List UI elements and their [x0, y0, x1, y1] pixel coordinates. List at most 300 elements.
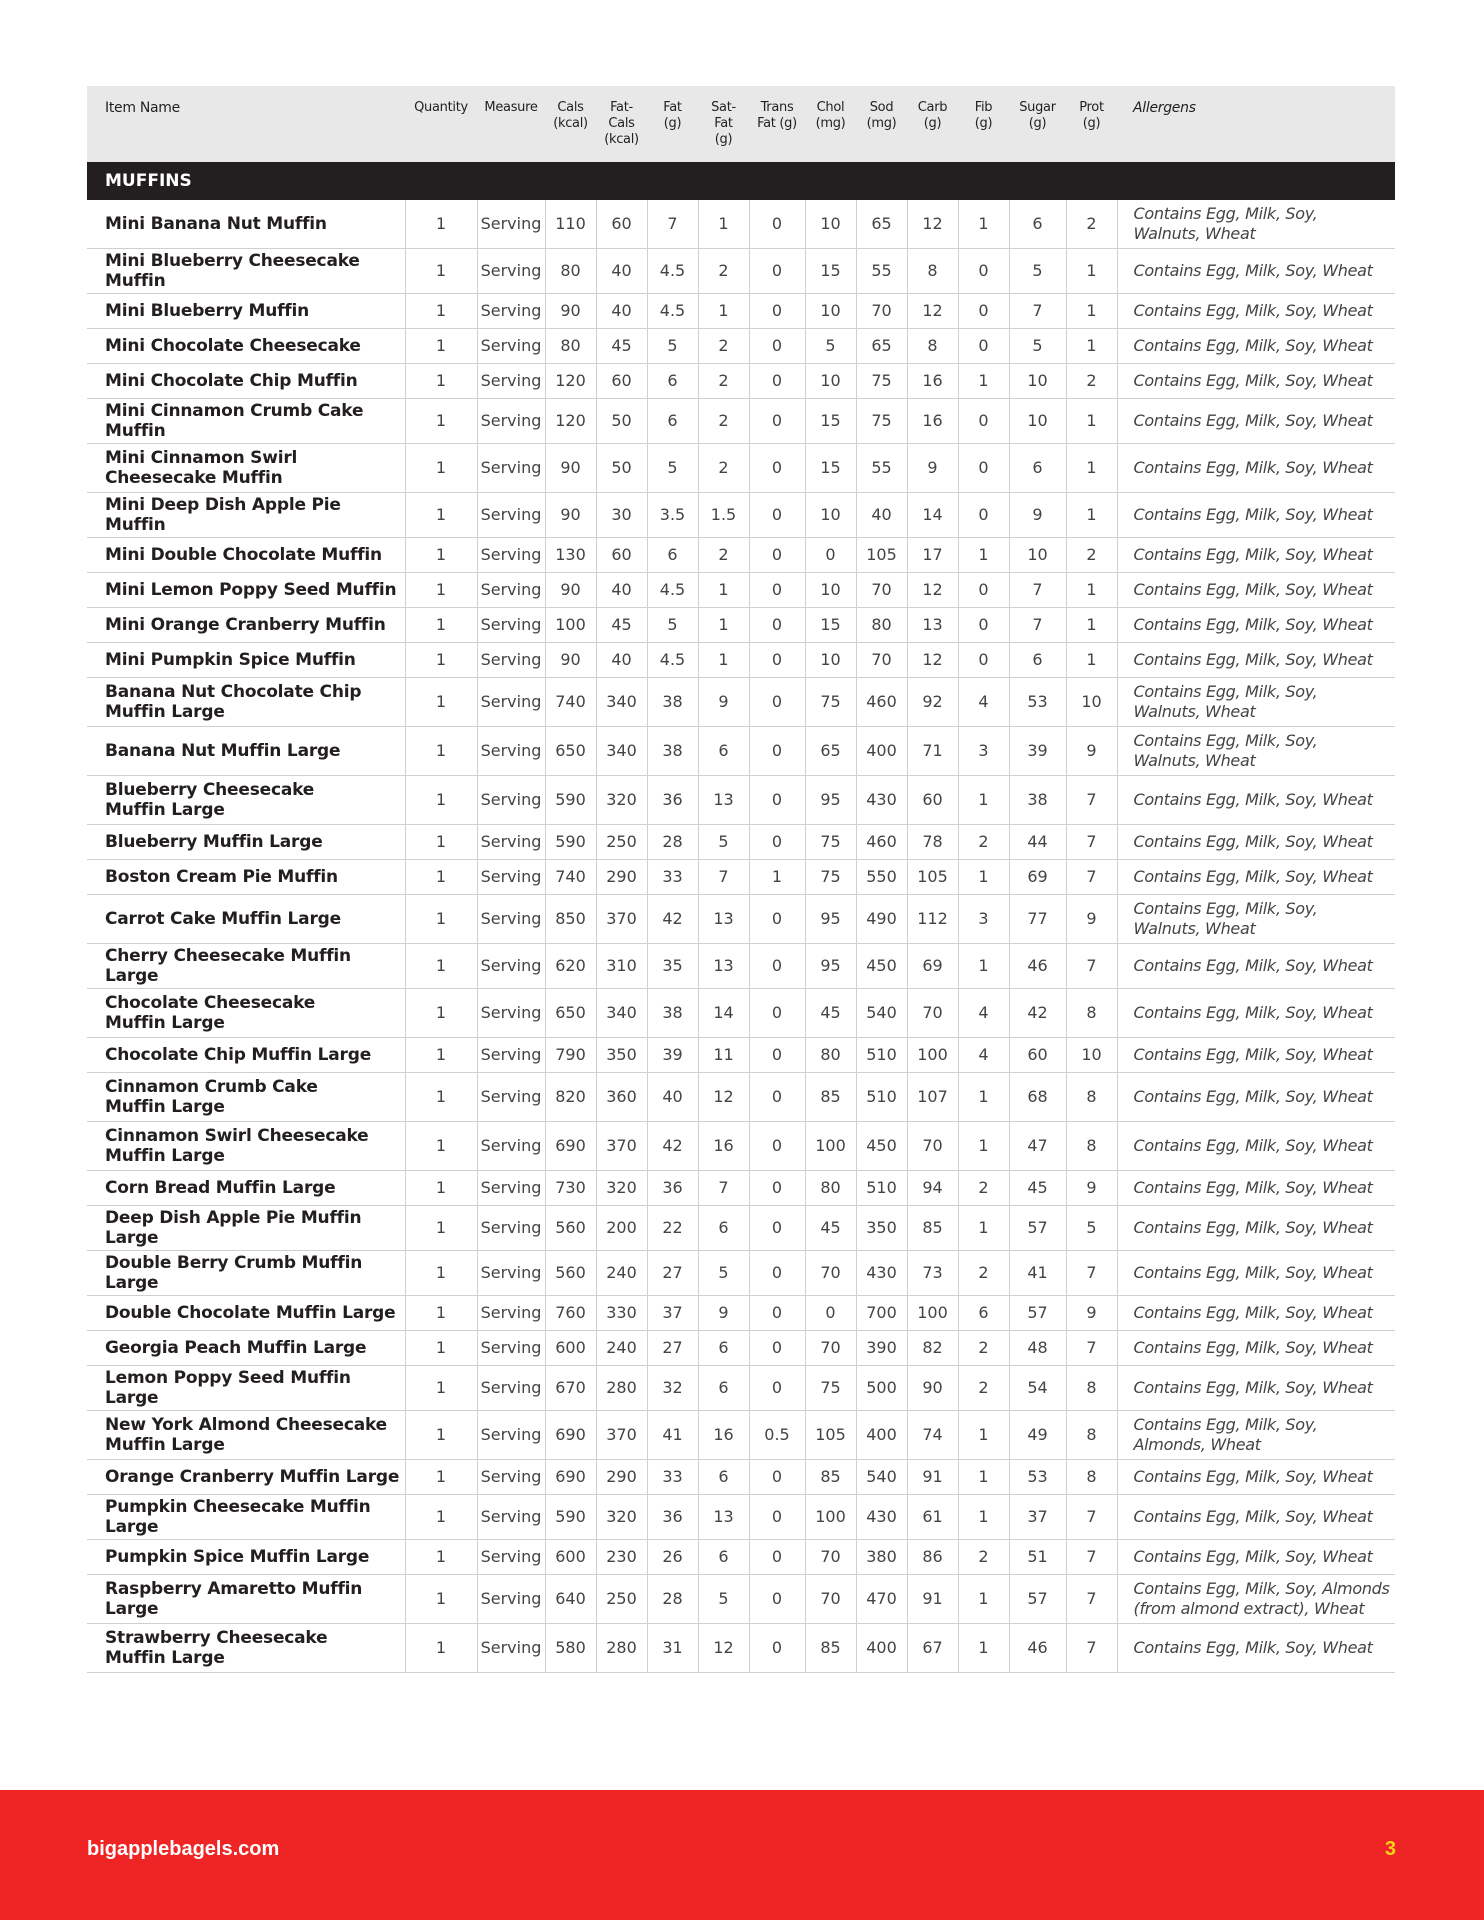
cell-carb: 8 [907, 249, 958, 294]
cell-prot: 7 [1066, 860, 1117, 895]
allergens-cell [1117, 776, 1395, 825]
cell-carb: 86 [907, 1540, 958, 1575]
item-name-line: New York Almond Cheesecake [105, 1415, 387, 1435]
cell-carb: 67 [907, 1624, 958, 1673]
cell-sat-fat: 2 [698, 538, 749, 573]
cell-fib: 1 [958, 1122, 1009, 1171]
cell-sugar: 51 [1009, 1540, 1066, 1575]
item-name-cell [87, 294, 405, 329]
cell-chol: 105 [805, 1411, 856, 1460]
header-label-line: Trans [760, 100, 794, 115]
cell-sat-fat: 13 [698, 895, 749, 944]
allergens-cell [1117, 1038, 1395, 1073]
cell-measure: Serving [477, 329, 545, 364]
cell-sat-fat: 6 [698, 1331, 749, 1366]
allergens-line: Contains Egg, Milk, Soy, Wheat [1133, 1378, 1373, 1397]
cell-sod: 470 [856, 1575, 907, 1624]
cell-trans-fat: 0 [749, 989, 805, 1038]
table-row [87, 1296, 1395, 1331]
item-name-line: Mini Cinnamon Swirl [105, 448, 298, 468]
cell-fib: 1 [958, 1460, 1009, 1495]
cell-measure: Serving [477, 1624, 545, 1673]
allergens-cell [1117, 727, 1395, 776]
cell-trans-fat: 0 [749, 1540, 805, 1575]
cell-fat-cals: 30 [596, 493, 647, 538]
cell-fat: 7 [647, 200, 698, 249]
cell-sod: 65 [856, 200, 907, 249]
cell-sod: 380 [856, 1540, 907, 1575]
cell-prot: 1 [1066, 573, 1117, 608]
allergens-line: Walnuts, Wheat [1133, 224, 1256, 243]
cell-cals: 580 [545, 1624, 596, 1673]
nutrition-table [87, 86, 1395, 1673]
cell-qty: 1 [405, 1366, 477, 1411]
allergens-line: Walnuts, Wheat [1133, 919, 1256, 938]
cell-prot: 10 [1066, 1038, 1117, 1073]
cell-sat-fat: 6 [698, 1460, 749, 1495]
item-name-line: Blueberry Muffin Large [105, 832, 323, 852]
cell-cals: 90 [545, 573, 596, 608]
allergens-cell [1117, 364, 1395, 399]
cell-sod: 450 [856, 944, 907, 989]
cell-qty: 1 [405, 895, 477, 944]
cell-chol: 75 [805, 860, 856, 895]
cell-fat: 33 [647, 1460, 698, 1495]
cell-qty: 1 [405, 249, 477, 294]
header-label-line: (mg) [866, 116, 897, 131]
cell-fat-cals: 60 [596, 364, 647, 399]
header-label-line: Fat (g) [757, 116, 797, 131]
item-name-line: Mini Cinnamon Crumb Cake Muffin [105, 401, 364, 441]
cell-cals: 130 [545, 538, 596, 573]
cell-sat-fat: 16 [698, 1411, 749, 1460]
cell-sod: 500 [856, 1366, 907, 1411]
allergens-cell [1117, 643, 1395, 678]
header-sod [856, 86, 907, 162]
cell-cals: 590 [545, 825, 596, 860]
cell-fat: 27 [647, 1251, 698, 1296]
allergens-cell [1117, 1171, 1395, 1206]
cell-fat: 3.5 [647, 493, 698, 538]
allergens-cell [1117, 1624, 1395, 1673]
cell-trans-fat: 0 [749, 776, 805, 825]
cell-fib: 1 [958, 364, 1009, 399]
header-label-line: (g) [1082, 116, 1101, 131]
cell-trans-fat: 0 [749, 1460, 805, 1495]
cell-measure: Serving [477, 294, 545, 329]
item-name-cell [87, 329, 405, 364]
header-label-line: Sugar [1019, 100, 1056, 115]
cell-trans-fat: 0 [749, 678, 805, 727]
cell-sat-fat: 14 [698, 989, 749, 1038]
header-label-line: (g) [974, 116, 993, 131]
item-name-line: Deep Dish Apple Pie Muffin Large [105, 1208, 362, 1248]
cell-chol: 15 [805, 399, 856, 444]
cell-fat: 6 [647, 364, 698, 399]
cell-sod: 540 [856, 989, 907, 1038]
cell-measure: Serving [477, 1038, 545, 1073]
header-carb [907, 86, 958, 162]
allergens-cell [1117, 1206, 1395, 1251]
cell-prot: 7 [1066, 1495, 1117, 1540]
allergens-cell [1117, 444, 1395, 493]
item-name-line: Muffin Large [105, 800, 225, 820]
cell-prot: 7 [1066, 776, 1117, 825]
item-name-cell [87, 1122, 405, 1171]
allergens-cell [1117, 1251, 1395, 1296]
cell-sod: 70 [856, 573, 907, 608]
cell-qty: 1 [405, 727, 477, 776]
cell-qty: 1 [405, 1411, 477, 1460]
cell-fat-cals: 40 [596, 573, 647, 608]
cell-fat: 37 [647, 1296, 698, 1331]
cell-chol: 70 [805, 1251, 856, 1296]
item-name-line: Mini Deep Dish Apple Pie Muffin [105, 495, 341, 535]
allergens-line: Walnuts, Wheat [1133, 751, 1256, 770]
cell-trans-fat: 0 [749, 727, 805, 776]
header-label-line: Sod [869, 100, 894, 115]
header-fat [647, 86, 698, 162]
cell-chol: 95 [805, 776, 856, 825]
cell-sugar: 10 [1009, 364, 1066, 399]
cell-carb: 82 [907, 1331, 958, 1366]
item-name-cell [87, 444, 405, 493]
cell-prot: 8 [1066, 989, 1117, 1038]
cell-measure: Serving [477, 895, 545, 944]
item-name-line: Boston Cream Pie Muffin [105, 867, 338, 887]
cell-sugar: 60 [1009, 1038, 1066, 1073]
cell-fib: 3 [958, 895, 1009, 944]
cell-fat: 38 [647, 727, 698, 776]
item-name-line: Pumpkin Cheesecake Muffin Large [105, 1497, 371, 1537]
cell-sugar: 57 [1009, 1575, 1066, 1624]
cell-fib: 0 [958, 249, 1009, 294]
cell-sat-fat: 6 [698, 1540, 749, 1575]
cell-sugar: 6 [1009, 643, 1066, 678]
item-name-cell [87, 1540, 405, 1575]
cell-prot: 7 [1066, 1624, 1117, 1673]
item-name-cell [87, 1038, 405, 1073]
item-name-line: Lemon Poppy Seed Muffin Large [105, 1368, 351, 1408]
cell-prot: 8 [1066, 1073, 1117, 1122]
item-name-line: Mini Double Chocolate Muffin [105, 545, 382, 565]
cell-trans-fat: 0 [749, 1171, 805, 1206]
cell-trans-fat: 1 [749, 860, 805, 895]
cell-cals: 80 [545, 249, 596, 294]
cell-fib: 2 [958, 1331, 1009, 1366]
cell-qty: 1 [405, 573, 477, 608]
header-label-line: (g) [663, 116, 682, 131]
cell-qty: 1 [405, 200, 477, 249]
cell-cals: 650 [545, 727, 596, 776]
item-name-line: Banana Nut Chocolate Chip [105, 682, 362, 702]
cell-sugar: 69 [1009, 860, 1066, 895]
cell-chol: 10 [805, 573, 856, 608]
header-label-line: Allergens [1133, 100, 1196, 116]
cell-carb: 16 [907, 399, 958, 444]
cell-sat-fat: 16 [698, 1122, 749, 1171]
cell-fat: 28 [647, 825, 698, 860]
cell-fat-cals: 320 [596, 1171, 647, 1206]
allergens-line: Contains Egg, Milk, Soy, Wheat [1133, 411, 1373, 430]
cell-chol: 10 [805, 294, 856, 329]
cell-fat-cals: 40 [596, 643, 647, 678]
cell-sugar: 57 [1009, 1296, 1066, 1331]
cell-trans-fat: 0 [749, 1366, 805, 1411]
cell-measure: Serving [477, 1073, 545, 1122]
cell-chol: 10 [805, 364, 856, 399]
cell-trans-fat: 0 [749, 825, 805, 860]
header-label-line: Sat- [711, 100, 736, 115]
cell-sat-fat: 1 [698, 608, 749, 643]
cell-carb: 12 [907, 643, 958, 678]
cell-sod: 75 [856, 364, 907, 399]
header-allergens [1117, 86, 1395, 162]
item-name-cell [87, 249, 405, 294]
cell-cals: 90 [545, 444, 596, 493]
allergens-cell [1117, 1296, 1395, 1331]
table-row [87, 1038, 1395, 1073]
cell-measure: Serving [477, 678, 545, 727]
cell-cals: 600 [545, 1331, 596, 1366]
cell-sat-fat: 5 [698, 1575, 749, 1624]
allergens-line: Contains Egg, Milk, Soy, Wheat [1133, 1263, 1373, 1282]
cell-fib: 1 [958, 200, 1009, 249]
cell-carb: 100 [907, 1038, 958, 1073]
allergens-line: Contains Egg, Milk, Soy, Wheat [1133, 615, 1373, 634]
cell-chol: 75 [805, 678, 856, 727]
cell-trans-fat: 0 [749, 200, 805, 249]
table-row [87, 1206, 1395, 1251]
cell-fat-cals: 350 [596, 1038, 647, 1073]
item-name-line: Raspberry Amaretto Muffin Large [105, 1579, 363, 1619]
cell-sat-fat: 9 [698, 1296, 749, 1331]
item-name-line: Mini Chocolate Cheesecake [105, 336, 361, 356]
cell-fat-cals: 50 [596, 444, 647, 493]
item-name-cell [87, 493, 405, 538]
cell-fib: 1 [958, 1575, 1009, 1624]
cell-fib: 1 [958, 1206, 1009, 1251]
table-row [87, 989, 1395, 1038]
cell-chol: 70 [805, 1331, 856, 1366]
cell-fat-cals: 60 [596, 538, 647, 573]
cell-cals: 90 [545, 294, 596, 329]
cell-fat: 39 [647, 1038, 698, 1073]
cell-chol: 80 [805, 1171, 856, 1206]
table-row [87, 538, 1395, 573]
item-name-cell [87, 1206, 405, 1251]
allergens-line: Contains Egg, Milk, Soy, [1133, 1415, 1318, 1434]
table-row [87, 825, 1395, 860]
table-header-row [87, 86, 1395, 162]
table-row [87, 944, 1395, 989]
cell-prot: 1 [1066, 493, 1117, 538]
cell-carb: 90 [907, 1366, 958, 1411]
cell-sod: 80 [856, 608, 907, 643]
cell-qty: 1 [405, 1296, 477, 1331]
table-row [87, 1331, 1395, 1366]
item-name-cell [87, 1296, 405, 1331]
cell-fat: 4.5 [647, 573, 698, 608]
header-chol [805, 86, 856, 162]
cell-carb: 12 [907, 294, 958, 329]
header-prot [1066, 86, 1117, 162]
cell-chol: 85 [805, 1073, 856, 1122]
cell-measure: Serving [477, 364, 545, 399]
cell-carb: 92 [907, 678, 958, 727]
table-row [87, 493, 1395, 538]
cell-fib: 2 [958, 1540, 1009, 1575]
cell-sugar: 7 [1009, 608, 1066, 643]
allergens-line: Contains Egg, Milk, Soy, Wheat [1133, 1507, 1373, 1526]
cell-chol: 70 [805, 1540, 856, 1575]
allergens-line: Contains Egg, Milk, Soy, Wheat [1133, 832, 1373, 851]
cell-prot: 7 [1066, 1331, 1117, 1366]
cell-sod: 400 [856, 1624, 907, 1673]
cell-fat-cals: 230 [596, 1540, 647, 1575]
cell-prot: 2 [1066, 364, 1117, 399]
allergens-line: Contains Egg, Milk, Soy, Wheat [1133, 956, 1373, 975]
cell-fib: 4 [958, 1038, 1009, 1073]
header-measure [477, 86, 545, 162]
footer-url[interactable]: bigapplebagels.com [87, 1838, 280, 1860]
cell-carb: 100 [907, 1296, 958, 1331]
cell-carb: 85 [907, 1206, 958, 1251]
cell-fat: 5 [647, 329, 698, 364]
cell-measure: Serving [477, 1206, 545, 1251]
cell-prot: 10 [1066, 678, 1117, 727]
item-name-cell [87, 727, 405, 776]
header-label-line: Fat- [610, 100, 633, 115]
cell-carb: 16 [907, 364, 958, 399]
allergens-cell [1117, 1540, 1395, 1575]
cell-cals: 690 [545, 1122, 596, 1171]
cell-fib: 4 [958, 989, 1009, 1038]
allergens-cell [1117, 399, 1395, 444]
cell-cals: 100 [545, 608, 596, 643]
cell-fat-cals: 340 [596, 727, 647, 776]
item-name-cell [87, 1073, 405, 1122]
cell-chol: 80 [805, 1038, 856, 1073]
header-label-line: Chol [816, 100, 845, 115]
header-label-line: Item Name [105, 100, 180, 116]
cell-measure: Serving [477, 249, 545, 294]
item-name-cell [87, 200, 405, 249]
cell-sat-fat: 11 [698, 1038, 749, 1073]
cell-sat-fat: 12 [698, 1624, 749, 1673]
cell-sat-fat: 1 [698, 573, 749, 608]
table-row [87, 643, 1395, 678]
cell-prot: 7 [1066, 1575, 1117, 1624]
cell-trans-fat: 0 [749, 1251, 805, 1296]
allergens-line: Contains Egg, Milk, Soy, Wheat [1133, 458, 1373, 477]
cell-qty: 1 [405, 860, 477, 895]
cell-sugar: 42 [1009, 989, 1066, 1038]
cell-sod: 460 [856, 825, 907, 860]
header-label-line: Fib [974, 100, 993, 115]
allergens-cell [1117, 1460, 1395, 1495]
cell-prot: 1 [1066, 294, 1117, 329]
cell-fat: 36 [647, 1171, 698, 1206]
cell-cals: 90 [545, 643, 596, 678]
cell-sugar: 57 [1009, 1206, 1066, 1251]
cell-carb: 91 [907, 1575, 958, 1624]
cell-fat-cals: 45 [596, 608, 647, 643]
cell-qty: 1 [405, 1540, 477, 1575]
cell-measure: Serving [477, 860, 545, 895]
item-name-cell [87, 1171, 405, 1206]
cell-cals: 120 [545, 399, 596, 444]
cell-measure: Serving [477, 444, 545, 493]
cell-fib: 1 [958, 538, 1009, 573]
cell-sugar: 10 [1009, 399, 1066, 444]
table-row [87, 294, 1395, 329]
cell-carb: 78 [907, 825, 958, 860]
cell-fat: 36 [647, 776, 698, 825]
table-row [87, 1460, 1395, 1495]
header-label-line: (mg) [815, 116, 846, 131]
cell-sugar: 9 [1009, 493, 1066, 538]
cell-carb: 8 [907, 329, 958, 364]
page-number: 3 [1384, 1838, 1396, 1860]
allergens-line: Contains Egg, Milk, Soy, [1133, 204, 1318, 223]
cell-sat-fat: 5 [698, 825, 749, 860]
cell-measure: Serving [477, 1251, 545, 1296]
cell-trans-fat: 0 [749, 1331, 805, 1366]
table-row [87, 573, 1395, 608]
cell-prot: 1 [1066, 249, 1117, 294]
cell-cals: 650 [545, 989, 596, 1038]
cell-sugar: 37 [1009, 1495, 1066, 1540]
cell-fib: 1 [958, 1073, 1009, 1122]
cell-sat-fat: 12 [698, 1073, 749, 1122]
cell-fat: 28 [647, 1575, 698, 1624]
table-row [87, 776, 1395, 825]
cell-chol: 0 [805, 1296, 856, 1331]
cell-sod: 450 [856, 1122, 907, 1171]
cell-fib: 0 [958, 444, 1009, 493]
item-name-cell [87, 643, 405, 678]
cell-cals: 760 [545, 1296, 596, 1331]
cell-qty: 1 [405, 643, 477, 678]
cell-fat: 42 [647, 895, 698, 944]
cell-cals: 690 [545, 1460, 596, 1495]
cell-sugar: 39 [1009, 727, 1066, 776]
cell-sugar: 49 [1009, 1411, 1066, 1460]
cell-sugar: 7 [1009, 573, 1066, 608]
header-sat-fat [698, 86, 749, 162]
allergens-line: Contains Egg, Milk, Soy, [1133, 682, 1318, 701]
item-name-line: Cinnamon Crumb Cake [105, 1077, 318, 1097]
cell-fat-cals: 40 [596, 294, 647, 329]
item-name-line: Chocolate Cheesecake [105, 993, 316, 1013]
cell-fat-cals: 320 [596, 1495, 647, 1540]
cell-sugar: 46 [1009, 1624, 1066, 1673]
cell-fib: 2 [958, 825, 1009, 860]
cell-cals: 740 [545, 678, 596, 727]
cell-cals: 590 [545, 1495, 596, 1540]
table-row [87, 860, 1395, 895]
header-fib [958, 86, 1009, 162]
cell-fat-cals: 290 [596, 1460, 647, 1495]
cell-sat-fat: 7 [698, 1171, 749, 1206]
item-name-line: Muffin Large [105, 1097, 225, 1117]
item-name-cell [87, 608, 405, 643]
allergens-line: Contains Egg, Milk, Soy, Wheat [1133, 580, 1373, 599]
cell-fib: 1 [958, 776, 1009, 825]
allergens-line: Contains Egg, Milk, Soy, Wheat [1133, 1338, 1373, 1357]
item-name-cell [87, 1460, 405, 1495]
